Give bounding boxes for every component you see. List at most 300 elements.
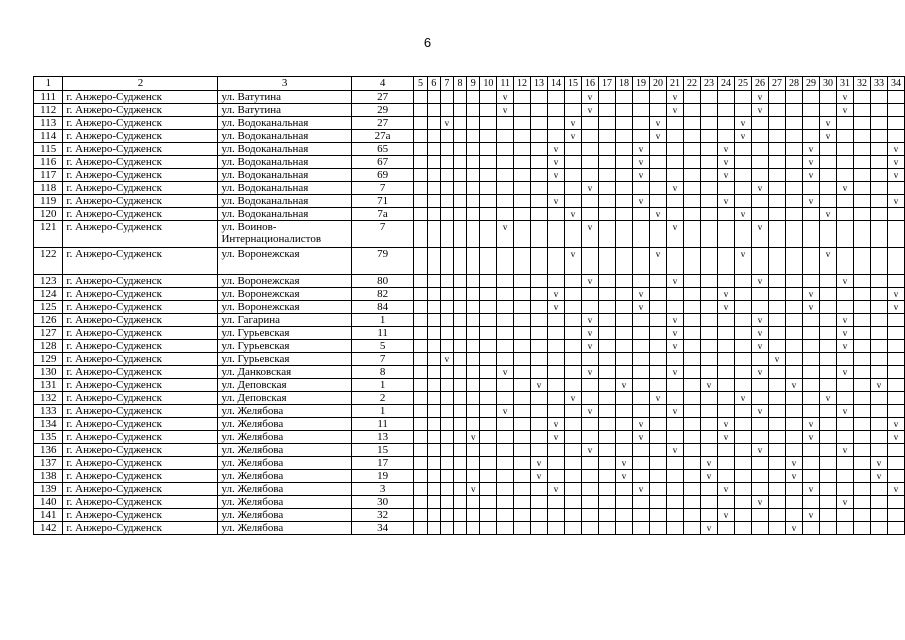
empty-cell [683,470,700,483]
empty-cell [581,288,598,301]
check-mark-cell: v [649,130,666,143]
check-mark-cell: v [581,104,598,117]
empty-cell [853,301,870,314]
empty-cell [819,353,836,366]
empty-cell [427,405,440,418]
empty-cell [564,457,581,470]
empty-cell [467,327,480,340]
empty-cell [666,457,683,470]
empty-cell [598,221,615,248]
empty-cell [564,301,581,314]
row-number-cell: 118 [34,182,63,195]
empty-cell [598,182,615,195]
house-cell: 7 [351,353,414,366]
empty-cell [853,522,870,535]
empty-cell [615,169,632,182]
empty-cell [513,195,530,208]
empty-cell [768,143,785,156]
empty-cell [870,301,887,314]
empty-cell [480,314,497,327]
house-cell: 1 [351,405,414,418]
empty-cell [513,104,530,117]
empty-cell [700,117,717,130]
empty-cell [467,405,480,418]
empty-cell [666,392,683,405]
empty-cell [870,444,887,457]
empty-cell [785,405,802,418]
empty-cell [853,182,870,195]
empty-cell [427,104,440,117]
empty-cell [734,366,751,379]
empty-cell [453,353,466,366]
empty-cell [683,288,700,301]
empty-cell [564,275,581,288]
empty-cell [649,275,666,288]
empty-cell [734,379,751,392]
empty-cell [683,340,700,353]
empty-cell [513,418,530,431]
check-mark-cell: v [440,353,453,366]
empty-cell [785,275,802,288]
empty-cell [581,483,598,496]
table-row [34,340,905,353]
empty-cell [700,182,717,195]
empty-cell [480,379,497,392]
page-number: 6 [423,35,432,50]
check-mark-cell: v [734,117,751,130]
empty-cell [836,431,853,444]
house-cell: 7 [351,221,414,248]
empty-cell [564,221,581,248]
empty-cell [785,509,802,522]
empty-cell [530,327,547,340]
empty-cell [564,182,581,195]
empty-cell [530,392,547,405]
empty-cell [440,156,453,169]
empty-cell [497,431,514,444]
empty-cell [581,156,598,169]
empty-cell [480,483,497,496]
empty-cell [615,366,632,379]
check-mark-cell: v [717,509,734,522]
house-cell: 19 [351,470,414,483]
check-mark-cell: v [547,143,564,156]
empty-cell [819,301,836,314]
empty-cell [581,248,598,275]
empty-cell [497,457,514,470]
empty-cell [649,169,666,182]
empty-cell [414,392,427,405]
empty-cell [836,156,853,169]
empty-cell [768,156,785,169]
check-mark-cell: v [785,379,802,392]
house-cell: 17 [351,457,414,470]
table-row [34,248,905,275]
city-cell: г. Анжеро-Судженск [63,379,218,392]
empty-cell [768,392,785,405]
empty-cell [581,117,598,130]
table-row [34,444,905,457]
empty-cell [666,496,683,509]
empty-cell [819,314,836,327]
empty-cell [497,470,514,483]
empty-cell [530,431,547,444]
empty-cell [649,353,666,366]
empty-cell [734,288,751,301]
empty-cell [649,444,666,457]
empty-cell [564,405,581,418]
empty-cell [836,130,853,143]
empty-cell [513,156,530,169]
empty-cell [768,509,785,522]
empty-cell [615,340,632,353]
empty-cell [802,457,819,470]
empty-cell [530,301,547,314]
empty-cell [414,182,427,195]
empty-cell [427,182,440,195]
check-mark-cell: v [581,405,598,418]
empty-cell [887,470,904,483]
empty-cell [819,379,836,392]
empty-cell [598,275,615,288]
empty-cell [547,182,564,195]
empty-cell [440,418,453,431]
empty-cell [530,314,547,327]
empty-cell [414,275,427,288]
row-number-cell: 112 [34,104,63,117]
table-row [34,221,905,248]
empty-cell [717,353,734,366]
empty-cell [683,208,700,221]
empty-cell [598,509,615,522]
empty-cell [453,457,466,470]
empty-cell [547,221,564,248]
empty-cell [632,522,649,535]
empty-cell [853,483,870,496]
empty-cell [467,275,480,288]
empty-cell [751,143,768,156]
row-number-cell: 138 [34,470,63,483]
empty-cell [819,182,836,195]
check-mark-cell: v [666,182,683,195]
empty-cell [632,275,649,288]
empty-cell [666,143,683,156]
empty-cell [615,248,632,275]
empty-cell [414,301,427,314]
empty-cell [530,221,547,248]
empty-cell [734,509,751,522]
empty-cell [768,195,785,208]
empty-cell [564,483,581,496]
empty-cell [467,470,480,483]
empty-cell [734,431,751,444]
row-number-cell: 137 [34,457,63,470]
row-number-cell: 123 [34,275,63,288]
empty-cell [632,379,649,392]
empty-cell [581,457,598,470]
empty-cell [819,327,836,340]
empty-cell [440,314,453,327]
empty-cell [734,444,751,457]
empty-cell [887,248,904,275]
empty-cell [440,195,453,208]
empty-cell [564,509,581,522]
empty-cell [427,522,440,535]
empty-cell [853,496,870,509]
empty-cell [870,288,887,301]
empty-cell [836,509,853,522]
empty-cell [440,431,453,444]
empty-cell [802,117,819,130]
empty-cell [467,301,480,314]
street-cell: ул. Воронежская [218,248,351,275]
empty-cell [467,182,480,195]
empty-cell [615,327,632,340]
empty-cell [564,169,581,182]
empty-cell [666,470,683,483]
empty-cell [414,130,427,143]
table-row [34,275,905,288]
empty-cell [768,522,785,535]
empty-cell [632,353,649,366]
check-mark-cell: v [751,405,768,418]
empty-cell [513,353,530,366]
empty-cell [480,470,497,483]
empty-cell [564,314,581,327]
check-mark-cell: v [666,366,683,379]
empty-cell [480,457,497,470]
empty-cell [683,143,700,156]
empty-cell [440,208,453,221]
empty-cell [480,130,497,143]
empty-cell [819,340,836,353]
empty-cell [467,156,480,169]
check-mark-cell: v [734,208,751,221]
empty-cell [564,522,581,535]
empty-cell [467,496,480,509]
column-header-29: 29 [802,77,819,91]
check-mark-cell: v [717,301,734,314]
city-cell: г. Анжеро-Судженск [63,509,218,522]
empty-cell [480,353,497,366]
empty-cell [598,444,615,457]
house-cell: 32 [351,509,414,522]
table-row [34,195,905,208]
empty-cell [768,182,785,195]
empty-cell [768,248,785,275]
check-mark-cell: v [632,195,649,208]
house-cell: 3 [351,483,414,496]
empty-cell [802,130,819,143]
city-cell: г. Анжеро-Судженск [63,117,218,130]
empty-cell [453,444,466,457]
column-header-25: 25 [734,77,751,91]
empty-cell [853,444,870,457]
empty-cell [581,353,598,366]
empty-cell [649,405,666,418]
empty-cell [581,130,598,143]
column-header-32: 32 [853,77,870,91]
empty-cell [427,169,440,182]
empty-cell [598,327,615,340]
empty-cell [497,483,514,496]
house-cell: 11 [351,327,414,340]
empty-cell [802,314,819,327]
table-row [34,405,905,418]
house-cell: 67 [351,156,414,169]
column-header-9: 9 [467,77,480,91]
empty-cell [453,195,466,208]
empty-cell [632,496,649,509]
check-mark-cell: v [530,470,547,483]
empty-cell [700,275,717,288]
empty-cell [768,104,785,117]
check-mark-cell: v [497,91,514,104]
check-mark-cell: v [632,156,649,169]
empty-cell [440,301,453,314]
empty-cell [453,221,466,248]
empty-cell [819,470,836,483]
column-header-31: 31 [836,77,853,91]
empty-cell [751,117,768,130]
empty-cell [480,392,497,405]
empty-cell [467,379,480,392]
street-cell: ул. Гурьевская [218,327,351,340]
empty-cell [683,327,700,340]
empty-cell [530,288,547,301]
check-mark-cell: v [467,483,480,496]
check-mark-cell: v [717,431,734,444]
empty-cell [717,392,734,405]
check-mark-cell: v [615,470,632,483]
empty-cell [768,405,785,418]
empty-cell [666,130,683,143]
empty-cell [414,156,427,169]
empty-cell [887,221,904,248]
empty-cell [802,392,819,405]
empty-cell [440,405,453,418]
house-cell: 29 [351,104,414,117]
empty-cell [530,117,547,130]
check-mark-cell: v [666,314,683,327]
table-row [34,208,905,221]
empty-cell [751,431,768,444]
empty-cell [467,457,480,470]
empty-cell [632,182,649,195]
table-row [34,314,905,327]
empty-cell [497,275,514,288]
empty-cell [414,431,427,444]
empty-cell [802,91,819,104]
check-mark-cell: v [819,248,836,275]
empty-cell [497,327,514,340]
empty-cell [467,353,480,366]
empty-cell [887,457,904,470]
city-cell: г. Анжеро-Судженск [63,130,218,143]
empty-cell [615,195,632,208]
city-cell: г. Анжеро-Судженск [63,301,218,314]
empty-cell [887,104,904,117]
empty-cell [819,288,836,301]
empty-cell [785,353,802,366]
schedule-table [33,76,905,535]
empty-cell [870,130,887,143]
empty-cell [751,208,768,221]
check-mark-cell: v [836,91,853,104]
street-cell: ул. Желябова [218,470,351,483]
empty-cell [598,496,615,509]
house-cell: 2 [351,392,414,405]
street-cell: ул. Водоканальная [218,195,351,208]
empty-cell [717,457,734,470]
check-mark-cell: v [836,182,853,195]
empty-cell [453,117,466,130]
check-mark-cell: v [547,418,564,431]
table-row [34,431,905,444]
empty-cell [453,130,466,143]
city-cell: г. Анжеро-Судженск [63,496,218,509]
street-cell: ул. Водоканальная [218,117,351,130]
row-number-cell: 130 [34,366,63,379]
empty-cell [853,169,870,182]
city-cell: г. Анжеро-Судженск [63,156,218,169]
empty-cell [440,509,453,522]
empty-cell [632,248,649,275]
empty-cell [785,301,802,314]
row-number-cell: 121 [34,221,63,248]
empty-cell [615,156,632,169]
empty-cell [530,353,547,366]
city-cell: г. Анжеро-Судженск [63,195,218,208]
empty-cell [497,353,514,366]
empty-cell [768,314,785,327]
column-header-34: 34 [887,77,904,91]
empty-cell [649,221,666,248]
check-mark-cell: v [717,156,734,169]
empty-cell [870,405,887,418]
empty-cell [836,457,853,470]
empty-cell [453,509,466,522]
check-mark-cell: v [751,221,768,248]
check-mark-cell: v [802,483,819,496]
check-mark-cell: v [547,301,564,314]
empty-cell [887,182,904,195]
empty-cell [453,327,466,340]
empty-cell [598,418,615,431]
empty-cell [870,275,887,288]
table-row [34,457,905,470]
empty-cell [887,353,904,366]
empty-cell [734,182,751,195]
empty-cell [513,444,530,457]
empty-cell [836,117,853,130]
empty-cell [453,275,466,288]
house-cell: 82 [351,288,414,301]
table-row [34,117,905,130]
table-row [34,130,905,143]
empty-cell [440,288,453,301]
empty-cell [734,221,751,248]
empty-cell [700,130,717,143]
empty-cell [785,104,802,117]
empty-cell [547,91,564,104]
empty-cell [547,379,564,392]
column-header-5: 5 [414,77,427,91]
row-number-cell: 122 [34,248,63,275]
empty-cell [768,418,785,431]
empty-cell [802,208,819,221]
empty-cell [440,392,453,405]
